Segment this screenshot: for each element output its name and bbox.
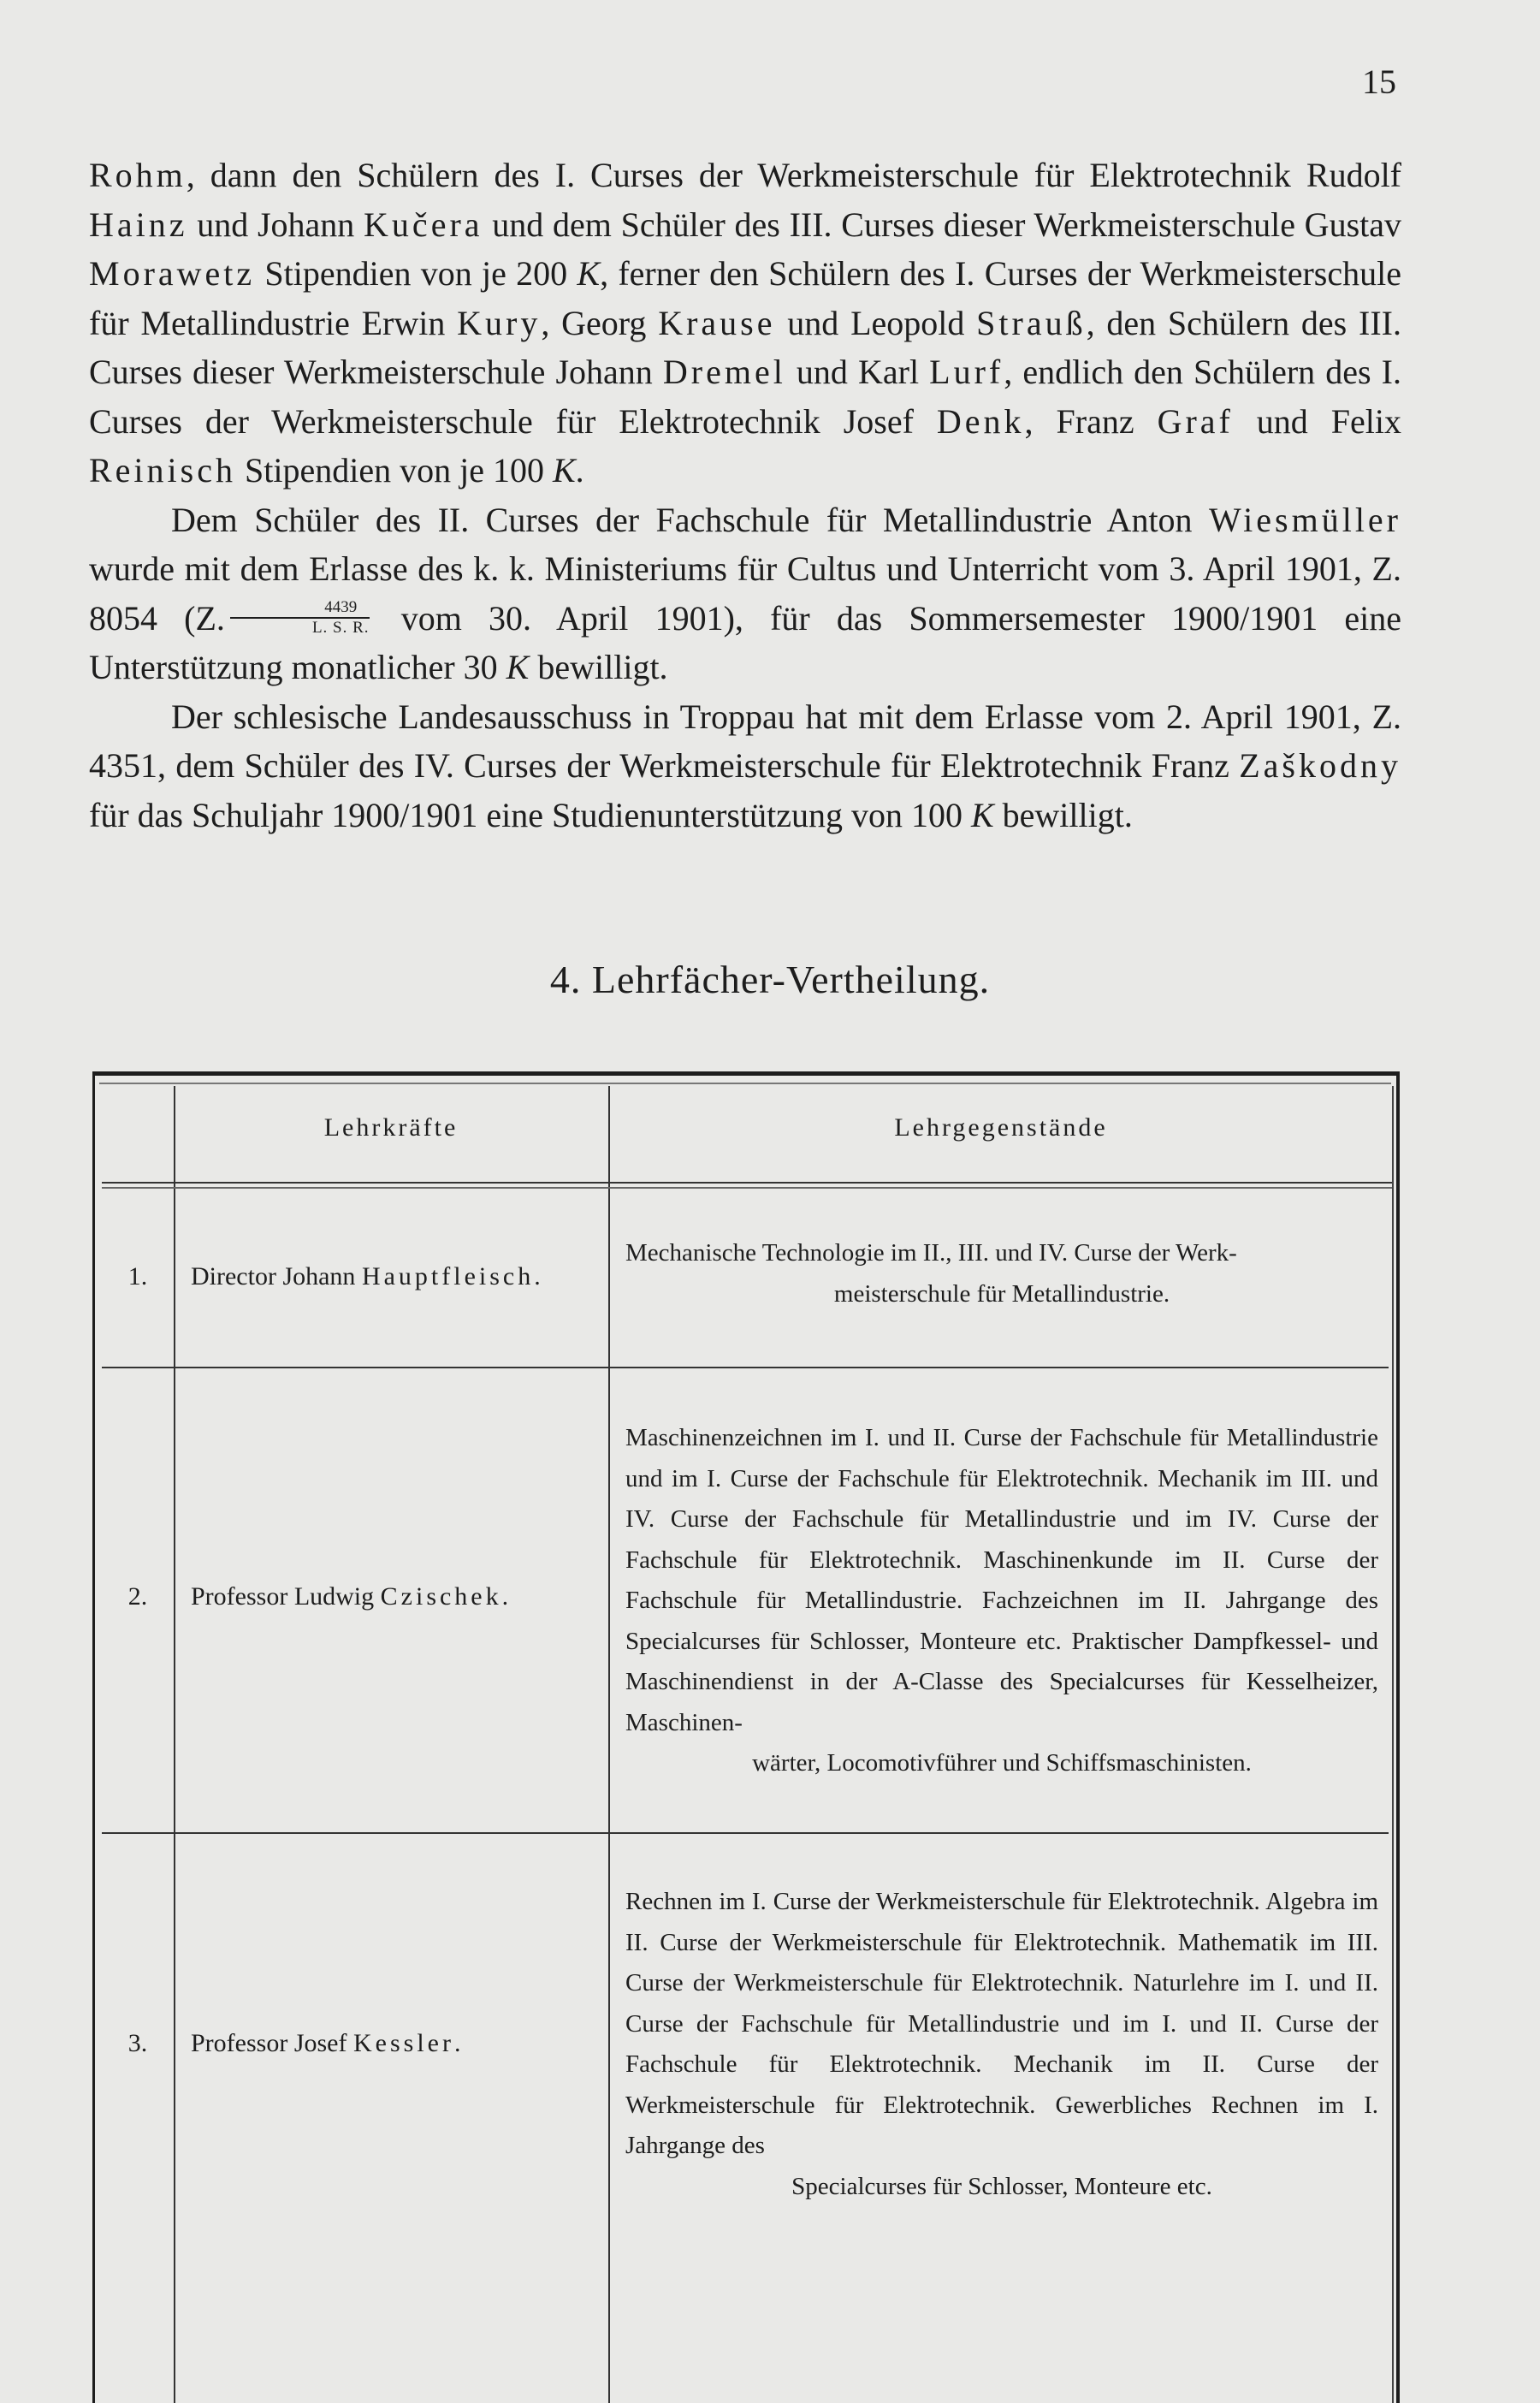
text-run: , endlich den Schülern des I. Curses der Werkmeisterschule für Elektrotechnik Josef bbox=[89, 353, 1401, 441]
subject-allocation-table bbox=[92, 1071, 1400, 2403]
row-number: 2. bbox=[127, 1582, 148, 1611]
header-subjects: Lehrgegenstände bbox=[894, 1113, 1108, 1142]
text-run: . bbox=[534, 1262, 541, 1290]
paragraph-1 bbox=[89, 151, 1401, 495]
column-divider bbox=[1392, 1086, 1394, 2403]
text-run: . bbox=[501, 1582, 509, 1611]
text-run: , ferner den Schülern des I. Curses der Werkmeisterschule für Metallindustrie Erwin bbox=[89, 254, 1401, 342]
text-run: , den Schülern des III. Curses dieser Werkmeisterschule Johann bbox=[89, 303, 1401, 391]
subjects-text: Specialcurses für Schlosser, Monteure etc. bbox=[791, 2172, 1212, 2200]
paragraph-2 bbox=[89, 495, 1401, 692]
surname: Kučera bbox=[364, 205, 483, 244]
text-run: , dann den Schülern des I. Curses der Werkmeisterschule für Elektrotechnik Rudolf bbox=[186, 156, 1401, 194]
surname: Dremel bbox=[662, 353, 786, 391]
surname: Kury bbox=[457, 303, 542, 342]
surname: Reinisch bbox=[89, 451, 236, 490]
text-run: Dem Schüler des II. Curses der Fachschule für Metallindustrie Anton bbox=[171, 500, 1209, 539]
text-run: bewilligt. bbox=[529, 648, 668, 686]
column-divider bbox=[174, 1086, 175, 2403]
subjects-text: Mechanische Technologie im II., III. und IV. Curse der Werk- bbox=[625, 1239, 1237, 1267]
teacher-title: Professor Ludwig bbox=[191, 1582, 381, 1611]
text-run: und dem Schüler des III. Curses dieser Werkmeisterschule Gustav bbox=[483, 205, 1401, 244]
reference-fraction bbox=[230, 599, 370, 637]
text-run: bewilligt. bbox=[993, 795, 1133, 834]
body-text bbox=[89, 151, 1401, 840]
surname: Hainz bbox=[89, 205, 188, 244]
text-run: vom 30. April 1901), für das Sommersemester 1900/1901 eine Unterstützung monatlicher 30 bbox=[89, 598, 1401, 686]
header-rule bbox=[102, 1182, 1392, 1184]
teacher-surname: Kessler bbox=[352, 2029, 454, 2057]
text-run: für das Schuljahr 1900/1901 eine Studienunterstützung von 100 bbox=[89, 795, 971, 834]
surname: Zaškodny bbox=[1239, 746, 1401, 785]
row-rule bbox=[102, 1832, 613, 1834]
surname: Graf bbox=[1157, 401, 1234, 441]
subjects-text: meisterschule für Metallindustrie. bbox=[833, 1279, 1170, 1308]
header-rule bbox=[102, 1187, 1392, 1189]
teacher-title: Professor Josef bbox=[191, 2029, 353, 2057]
subjects-cell bbox=[625, 1882, 1378, 2207]
column-divider bbox=[608, 1086, 610, 2403]
surname: Lurf bbox=[929, 353, 1004, 391]
teacher-name bbox=[191, 1582, 601, 1611]
teacher-surname: Czischek bbox=[380, 1582, 502, 1611]
text-run: , Franz bbox=[1024, 401, 1158, 441]
text-run: . bbox=[575, 451, 584, 490]
surname: Rohm bbox=[89, 156, 187, 194]
text-run: . bbox=[453, 2029, 461, 2057]
header-teachers: Lehrkräfte bbox=[323, 1113, 459, 1142]
text-run: , Georg bbox=[541, 303, 659, 342]
text-run: Der schlesische Landesausschuss in Troppau hat mit dem Erlasse vom 2. April 1901, Z. 4351, dem Schüler des IV. Curses der Werkmeisterschule für Elektrotechnik Franz bbox=[89, 697, 1401, 785]
text-run: und Karl bbox=[785, 353, 930, 391]
teacher-surname: Hauptfleisch bbox=[361, 1262, 535, 1290]
surname: Morawetz bbox=[89, 254, 256, 293]
row-number: 3. bbox=[127, 2029, 148, 2057]
text-run: und Felix bbox=[1233, 401, 1402, 441]
row-rule bbox=[102, 1367, 613, 1368]
row-rule bbox=[613, 1832, 1389, 1834]
subjects-text: Rechnen im I. Curse der Werkmeisterschule für Elektrotechnik. Algebra im II. Curse der Werkmeisterschule für Elektrotechnik. Mathematik im III. Curse der Werkmeisterschule für Elektrotechnik. Naturlehre im I. und II. Curse der Fachschule für Metallindustrie und im I. und II. Curse der Fachschule für Elektrotechnik. Mechanik im II. Curse der Werkmeisterschule für Elektrotechnik. Gewerbliches Rechnen im I. Jahrgange des bbox=[625, 1888, 1378, 2159]
currency-symbol: K bbox=[577, 254, 601, 293]
subjects-text: wärter, Locomotivführer und Schiffsmaschinisten. bbox=[752, 1749, 1252, 1777]
currency-symbol: K bbox=[970, 795, 994, 834]
surname: Krause bbox=[658, 303, 776, 342]
teacher-name bbox=[191, 2029, 601, 2058]
section-heading: 4. Lehrfächer-Vertheilung. bbox=[549, 958, 991, 1001]
subjects-cell bbox=[625, 1233, 1378, 1314]
paragraph-3 bbox=[89, 692, 1401, 840]
surname: Denk bbox=[936, 401, 1025, 441]
text-run: Stipendien von je 100 bbox=[235, 451, 553, 490]
surname: Wiesmüller bbox=[1209, 500, 1401, 539]
text-run: Stipendien von je 200 bbox=[255, 254, 578, 293]
subjects-cell bbox=[625, 1418, 1378, 1784]
subjects-text: Maschinenzeichnen im I. und II. Curse der Fachschule für Metallindustrie und im I. Curse der Fachschule für Elektrotechnik. Mechanik im III. und IV. Curse der Fachschule für Metallindustrie und im IV. Curse der Fachschule für Elektrotechnik. Maschinenkunde im II. Curse der Fachschule für Metallindustrie. Fachzeichnen im II. Jahrgange des Specialcurses für Schlosser, Monteure etc. Praktischer Dampfkessel- und Maschinendienst in der A-Classe des Specialcurses für Kesselheizer, Maschinen- bbox=[625, 1424, 1378, 1736]
text-run: und Johann bbox=[187, 205, 364, 244]
surname: Strauß bbox=[976, 303, 1087, 342]
currency-symbol: K bbox=[552, 451, 576, 490]
fraction-denominator: L. S. R. bbox=[311, 619, 370, 638]
fraction-numerator: 4439 bbox=[230, 599, 370, 619]
text-run: wurde mit dem Erlasse des k. k. Ministeriums für Cultus und Unterricht vom 3. April 1901, Z. 8054 (Z. bbox=[89, 549, 1401, 638]
text-run: und Leopold bbox=[775, 303, 977, 342]
page-number: 15 bbox=[1362, 62, 1396, 101]
teacher-title: Director Johann bbox=[191, 1262, 362, 1290]
teacher-name bbox=[191, 1262, 601, 1291]
currency-symbol: K bbox=[506, 648, 530, 686]
row-number: 1. bbox=[127, 1262, 148, 1290]
row-rule bbox=[613, 1367, 1389, 1368]
